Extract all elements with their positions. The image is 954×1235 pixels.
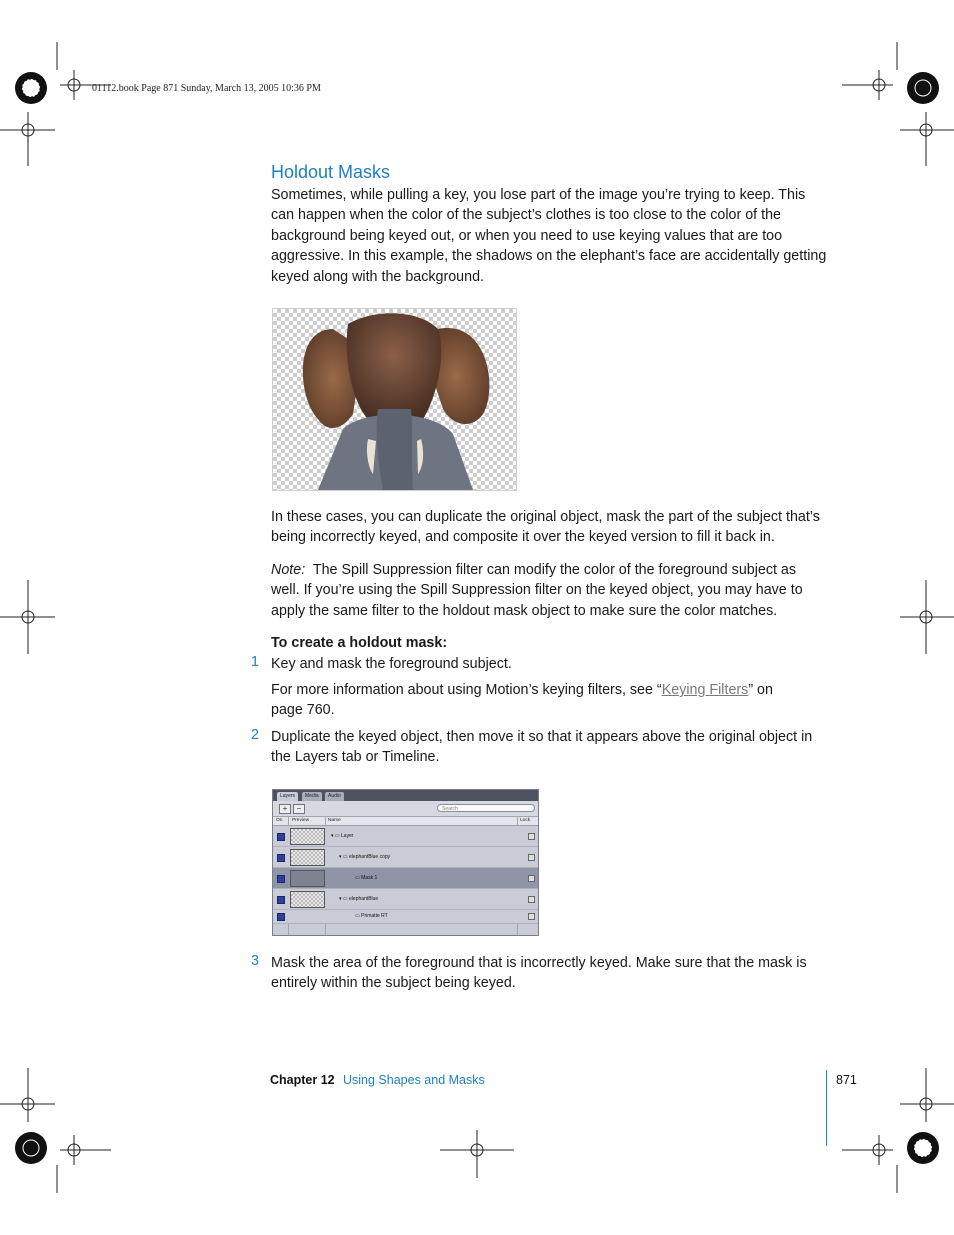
table-row[interactable] bbox=[273, 868, 538, 889]
tab-layers[interactable]: Layers bbox=[277, 792, 298, 801]
tab-media[interactable]: Media bbox=[302, 792, 322, 801]
table-row[interactable] bbox=[273, 826, 538, 847]
elephant-illustration bbox=[273, 309, 516, 490]
layer-thumbnail bbox=[290, 828, 325, 845]
step-2-text: Duplicate the keyed object, then move it so that it appears above the original object in the Layers tab or Timeline. bbox=[271, 729, 813, 766]
step-1-text: Key and mask the foreground subject. bbox=[271, 656, 512, 672]
search-input[interactable]: Search bbox=[437, 804, 535, 812]
lock-icon[interactable] bbox=[528, 833, 535, 840]
col-preview: Preview bbox=[292, 818, 310, 823]
cases-paragraph: In these cases, you can duplicate the original object, mask the part of the subject that’s being incorrectly keyed, and composite it over the keyed version to fill it back in. bbox=[271, 509, 820, 546]
enable-checkbox[interactable] bbox=[277, 875, 285, 883]
section-heading: Holdout Masks bbox=[271, 162, 391, 182]
elephant-keyed-image bbox=[272, 308, 517, 491]
layers-panel bbox=[272, 789, 539, 936]
table-row[interactable] bbox=[273, 889, 538, 910]
footer-chapter-title: Using Shapes and Masks bbox=[343, 1073, 485, 1087]
table-row[interactable] bbox=[273, 910, 538, 924]
row-name: ▾ ▭ elephantBlue copy bbox=[339, 854, 391, 860]
more-info-pre: For more information about using Motion’s keying filters, see “ bbox=[271, 682, 662, 698]
enable-checkbox[interactable] bbox=[277, 913, 285, 921]
step-1-more-info bbox=[271, 680, 791, 721]
layer-thumbnail bbox=[290, 891, 325, 908]
col-name: Name bbox=[328, 818, 341, 823]
row-name: ▾ ▭ Layer bbox=[331, 833, 354, 839]
note-label: Note: bbox=[271, 562, 306, 578]
keying-filters-link[interactable]: Keying Filters bbox=[661, 682, 749, 698]
panel-toolbar bbox=[273, 801, 538, 817]
more-info-post: ” on page 760. bbox=[271, 682, 773, 719]
lock-icon[interactable] bbox=[528, 913, 535, 920]
lock-icon[interactable] bbox=[528, 854, 535, 861]
step-1-number: 1 bbox=[251, 654, 259, 670]
panel-tab-bar bbox=[273, 790, 538, 801]
col-lock: Lock bbox=[520, 818, 531, 823]
print-slug: 01112.book Page 871 Sunday, March 13, 2005 10:36 PM bbox=[92, 83, 321, 94]
page-number: 871 bbox=[836, 1073, 857, 1087]
note-paragraph bbox=[271, 560, 827, 621]
mask-thumbnail bbox=[290, 870, 325, 887]
tab-audio[interactable]: Audio bbox=[325, 792, 344, 801]
lock-icon[interactable] bbox=[528, 896, 535, 903]
footer-divider bbox=[826, 1070, 827, 1146]
step-3-number: 3 bbox=[251, 953, 259, 969]
add-layer-button[interactable]: + bbox=[279, 804, 291, 814]
footer-chapter: Chapter 12 bbox=[270, 1073, 335, 1087]
enable-checkbox[interactable] bbox=[277, 854, 285, 862]
lock-icon[interactable] bbox=[528, 875, 535, 882]
step-2-number: 2 bbox=[251, 727, 259, 743]
row-name: ▭ Primatte RT bbox=[355, 913, 388, 919]
table-row[interactable] bbox=[273, 847, 538, 868]
intro-paragraph: Sometimes, while pulling a key, you lose part of the image you’re trying to keep. This can happen when the color of the subject’s clothes is too close to the color of the background being keyed out, or when you need to use keying values that are too aggressive. In this example, the shadows on the elephant’s face are accidentally getting keyed along with the background. bbox=[271, 187, 827, 285]
step-3-text: Mask the area of the foreground that is incorrectly keyed. Make sure that the mask is entirely within the subject being keyed. bbox=[271, 955, 807, 992]
remove-layer-button[interactable]: − bbox=[293, 804, 305, 814]
layer-thumbnail bbox=[290, 849, 325, 866]
row-name: ▭ Mask 1 bbox=[355, 875, 378, 881]
enable-checkbox[interactable] bbox=[277, 833, 285, 841]
procedure-title: To create a holdout mask: bbox=[271, 635, 448, 651]
col-on: On bbox=[276, 818, 283, 823]
note-text: The Spill Suppression filter can modify the color of the foreground subject as well. If you’re using the Spill Suppression filter on the keyed object, you may have to apply the same filter to the holdout mask object to make sure the color matches. bbox=[271, 562, 803, 619]
enable-checkbox[interactable] bbox=[277, 896, 285, 904]
column-header bbox=[273, 817, 538, 826]
row-name: ▾ ▭ elephantBlue bbox=[339, 896, 379, 902]
